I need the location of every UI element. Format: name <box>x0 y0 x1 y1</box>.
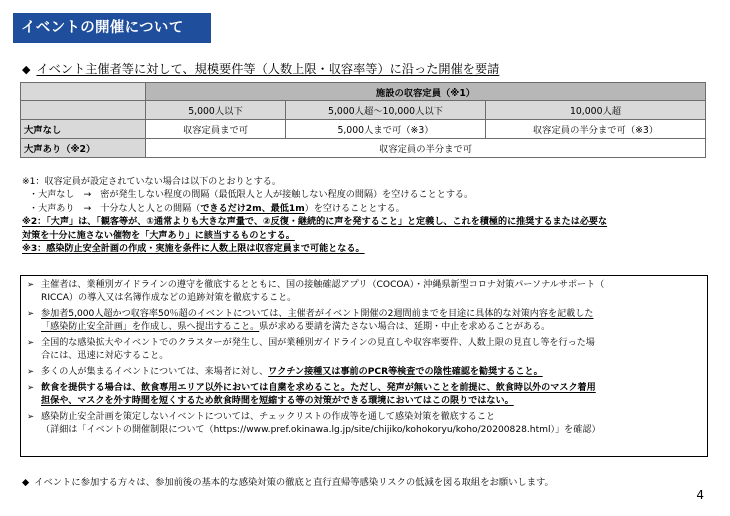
row-header: 大声なし <box>21 120 146 139</box>
item-line-underlined: 「感染防止安全計画」を作成し、県へ提出すること。 <box>41 322 260 332</box>
page-number: 4 <box>696 488 704 502</box>
list-item <box>27 279 701 305</box>
item-line: 主催者は、業種別ガイドラインの遵守を徹底するとともに、国の接触確認アプリ（COCOA）・沖縄県新型コロナ対策パーソナルサポート（ <box>41 280 605 290</box>
item-line-pre: 多くの人が集まるイベントについては、来場者に対し、 <box>41 367 269 377</box>
list-item <box>27 382 701 408</box>
diamond-bullet-icon: ◆ <box>22 477 30 488</box>
column-header: 10,000人超 <box>486 101 706 120</box>
headline-text: イベント主催者等に対して、規模要件等（人数上限・収容率等）に沿った開催を要請 <box>36 62 500 76</box>
item-line: 担保や、マスクを外す時間を短くするため飲食時間を短縮する等の対策ができる環境においてはこの限りではない。 <box>41 396 514 406</box>
footnotes <box>22 176 712 256</box>
item-line: 参加者5,000人超かつ収容率50％超のイベントについては、主催者がイベント開催の2週間前までを目途に具体的な対策内容を記載した <box>41 309 594 319</box>
arrow-bullet-icon: ➢ <box>27 412 35 422</box>
item-line-underlined: ワクチン接種又は事前のPCR等検査での陰性確認を勧奨すること。 <box>268 367 543 377</box>
column-header: 5,000人超～10,000人以下 <box>286 101 486 120</box>
footer-text: イベントに参加する方々は、参加前後の基本的な感染対策の徹底と直行直帰等感染リスクの低減を図る取組をお願いします。 <box>34 477 554 488</box>
table-cell: 5,000人まで可（※3） <box>286 120 486 139</box>
item-line: 感染防止安全計画を策定しないイベントについては、チェックリストの作成等を通して感染対策を徹底すること <box>41 412 496 422</box>
table-row <box>21 120 706 139</box>
headline <box>22 60 499 77</box>
column-header: 5,000人以下 <box>146 101 286 120</box>
table-corner-cell <box>21 83 146 101</box>
list-item <box>27 366 701 379</box>
note-1b-post: ）を空けることとする。 <box>304 203 405 214</box>
item-line: （詳細は「イベントの開催制限について（https://www.pref.okinawa.lg.jp/site/chijiko/kohokoryu/koho/20200828.html）」を確認） <box>41 425 601 435</box>
arrow-bullet-icon: ➢ <box>27 367 35 377</box>
row-header: 大声あり（※2） <box>21 139 146 158</box>
table-cell-merged: 収容定員の半分まで可 <box>146 139 706 158</box>
table-row <box>21 139 706 158</box>
note-3: ※3：感染防止安全計画の作成・実施を条件に人数上限は収容定員まで可能となる。 <box>22 244 365 255</box>
item-line: 全国的な感染拡大やイベントでのクラスターが発生し、国が業種別ガイドラインの見直しや収容率要件、人数上限の見直し等を行った場 <box>41 338 595 348</box>
note-2-line2: 対策を十分に施さない催物を「大声あり」に該当するものとする。 <box>22 230 295 241</box>
note-1a: ・大声なし → 密が発生しない程度の間隔（最低限人と人が接触しない程度の間隔）を空けることとする。 <box>29 190 474 201</box>
table-cell: 収容定員まで可 <box>146 120 286 139</box>
diamond-bullet-icon: ◆ <box>22 63 31 76</box>
page-title: イベントの開催について <box>13 13 211 43</box>
arrow-bullet-icon: ➢ <box>27 338 35 348</box>
arrow-bullet-icon: ➢ <box>27 383 35 393</box>
item-line-underlined: 飲食専用エリア以外においては自粛を求めること。ただし、発声が無いことを前提に、飲食時以外のマスク着用 <box>141 383 596 393</box>
note-1b <box>22 203 712 216</box>
arrow-bullet-icon: ➢ <box>27 280 35 290</box>
footer-note <box>22 474 554 488</box>
note-1b-underlined: できるだけ2m、最低1m <box>200 203 305 214</box>
list-item <box>27 411 701 437</box>
item-line: RICCA）の導入又は名簿作成などの追跡対策を徹底すること。 <box>41 293 297 303</box>
table-cell: 収容定員の半分まで可（※3） <box>486 120 706 139</box>
note-2-line1: ※2：「大声」は、「観客等が、①通常よりも大きな声量で、②反復・継続的に声を発すること」と定義し、これを積極的に推奨するまたは必要な <box>22 217 608 228</box>
arrow-bullet-icon: ➢ <box>27 309 35 319</box>
item-line-rest: 県が求める要請を満たさない場合は、延期・中止を求めることがある。 <box>259 322 551 332</box>
list-item <box>27 308 701 334</box>
table-corner-cell <box>21 101 146 120</box>
note-1b-pre: ・大声あり → 十分な人と人との間隔（ <box>29 203 201 214</box>
item-line-pre: 飲食を提供する場合は、 <box>41 383 142 393</box>
note-1: ※1：収容定員が設定されていない場合は以下のとおりとする。 <box>22 177 281 187</box>
list-item <box>27 337 701 363</box>
capacity-header: 施設の収容定員（※1） <box>146 83 706 101</box>
requirements-table <box>20 82 706 158</box>
item-line: 合には、迅速に対応すること。 <box>41 351 169 361</box>
requests-box <box>20 275 708 457</box>
